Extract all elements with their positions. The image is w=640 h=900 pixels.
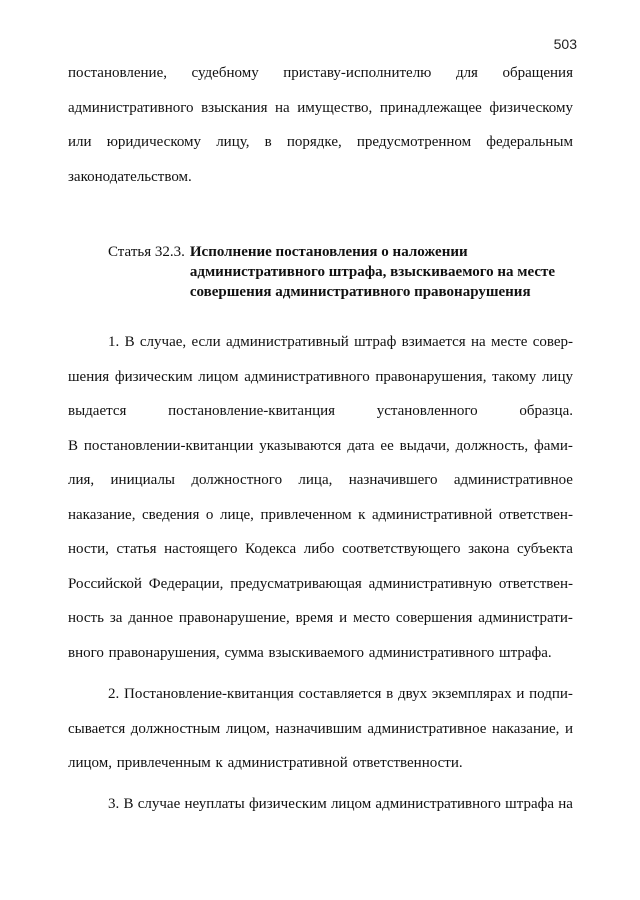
word: составляется [298,686,382,702]
word: должностным [130,720,221,737]
word: или [68,134,92,150]
word: юридическому [106,134,202,150]
text-line [68,712,573,747]
word: либо [303,541,335,557]
word: выдачи, [399,437,450,454]
text-line [68,601,573,636]
word: если [191,334,221,350]
text-line [68,91,573,126]
word: ответствен- [498,575,573,592]
word: место [353,610,391,626]
word: совер- [532,334,573,350]
word: наказание, [491,720,560,737]
word: фами- [534,437,573,454]
word: за [109,610,123,626]
word: административный [225,334,349,350]
word: лицу, [216,134,250,150]
word: федеральным [486,134,573,150]
text-line [68,125,573,160]
word: административного [375,796,501,812]
paragraph-2 [68,677,573,781]
word: физическим [114,368,193,385]
word: в [264,134,272,150]
word: и [564,720,573,737]
word: к [358,506,366,523]
article-title-line: Исполнение постановления о наложении [189,244,468,260]
word: экземплярах [431,686,512,702]
word: административного [244,368,370,385]
word: данное [128,610,173,626]
word: выдается [68,403,127,419]
word: лия, [68,472,95,488]
word: взыскания [201,99,268,116]
text-line [68,394,573,429]
text-line [68,677,573,712]
word: лица, [298,472,333,488]
word: месте [490,334,528,350]
word: постановление, [68,65,167,81]
line-text: вного правонарушения, сумма взыскиваемого административного штрафа. [68,644,552,661]
word: постановление-квитанция [168,403,336,419]
text-line [68,532,573,567]
text-line [68,463,573,498]
word: образца. [519,403,573,419]
word: установленного [376,403,478,419]
text-line [68,429,573,464]
paragraph-1 [68,325,573,670]
word: постановлении-квитанции [83,437,254,454]
word: ность [68,610,104,626]
line-text: лицом, привлеченным к административной ответственности. [68,755,463,771]
word: административное [453,472,573,488]
word: такому [492,368,537,385]
intro-paragraph [68,56,573,194]
word: правонарушение, [178,610,290,626]
word: Федерации, [148,575,224,592]
word: о [205,506,214,523]
word: на [470,334,486,350]
word: субъекта [517,541,573,557]
word: случае, [139,334,187,350]
text-line [68,56,573,91]
text-line [68,160,573,195]
word: подпи- [529,686,573,702]
text-line [68,787,573,822]
word: физическому [489,99,573,116]
word: сведения [142,506,200,523]
word: предусмотренном [356,134,472,150]
article-title-line: совершения административного правонарушения [189,284,531,300]
word: имущество, [297,99,373,116]
word: администрати- [478,610,573,626]
word: случае [137,796,181,812]
word: неуплаты [184,796,245,812]
word: Российской [68,575,142,592]
word: на [275,99,290,116]
text-line [68,325,573,360]
word: ее [380,437,394,454]
word: должностного [191,472,283,488]
word: В [124,334,135,350]
word: административное [367,720,487,737]
word: привлеченном [260,506,352,523]
word: административную [368,575,493,592]
word: В [123,796,134,812]
word: Кодекса [245,541,297,557]
text-line [68,636,573,671]
word: и [516,686,525,702]
word: указываются [259,437,342,454]
word: наказание, [68,506,136,523]
word: шения [68,368,110,385]
word: 1. [108,334,120,350]
word: лицу [541,368,573,385]
word: соответствующего [342,541,461,557]
word: взимается [401,334,466,350]
word: в [386,686,394,702]
text-line [68,498,573,533]
article-label: Статья 32.3. [108,244,185,260]
word: настоящего [164,541,238,557]
word: правонарушения, [375,368,487,385]
text-line [68,567,573,602]
word: предусматривающая [230,575,362,592]
word: физическим [248,796,327,812]
word: лицом [330,796,372,812]
word: лицом [198,368,239,385]
word: статья [116,541,157,557]
word: закона [468,541,510,557]
article-heading [108,242,556,302]
word: судебному [191,65,259,81]
word: принадлежащее [379,99,482,116]
text-line [68,746,573,781]
page-number: 503 [553,36,577,52]
word: 2. [108,686,120,702]
line-text: законодательством. [68,168,192,185]
word: совершения [395,610,473,626]
word: назначившего [348,472,438,488]
word: на [558,796,573,812]
word: Постановление-квитанция [124,686,294,702]
word: ности, [68,541,109,557]
article-title-line: административного штрафа, взыскиваемого на месте [189,264,556,280]
word: сывается [68,720,126,737]
word: двух [397,686,428,702]
word: назначившим [275,720,362,737]
text-line [68,360,573,395]
word: для [455,65,478,81]
article-title [189,242,556,302]
word: штраф [354,334,397,350]
word: приставу-исполнителю [283,65,432,81]
word: административного [68,99,194,116]
word: дата [347,437,375,454]
word: время [295,610,334,626]
word: инициалы [110,472,176,488]
word: порядке, [286,134,342,150]
word: В [68,437,79,454]
word: ответствен- [498,506,573,523]
word: и [339,610,348,626]
word: должность, [455,437,529,454]
word: административной [372,506,493,523]
paragraph-3 [68,787,573,822]
word: штрафа [505,796,554,812]
word: лице, [219,506,254,523]
word: лицом, [225,720,270,737]
word: 3. [108,796,120,812]
word: обращения [502,65,573,81]
